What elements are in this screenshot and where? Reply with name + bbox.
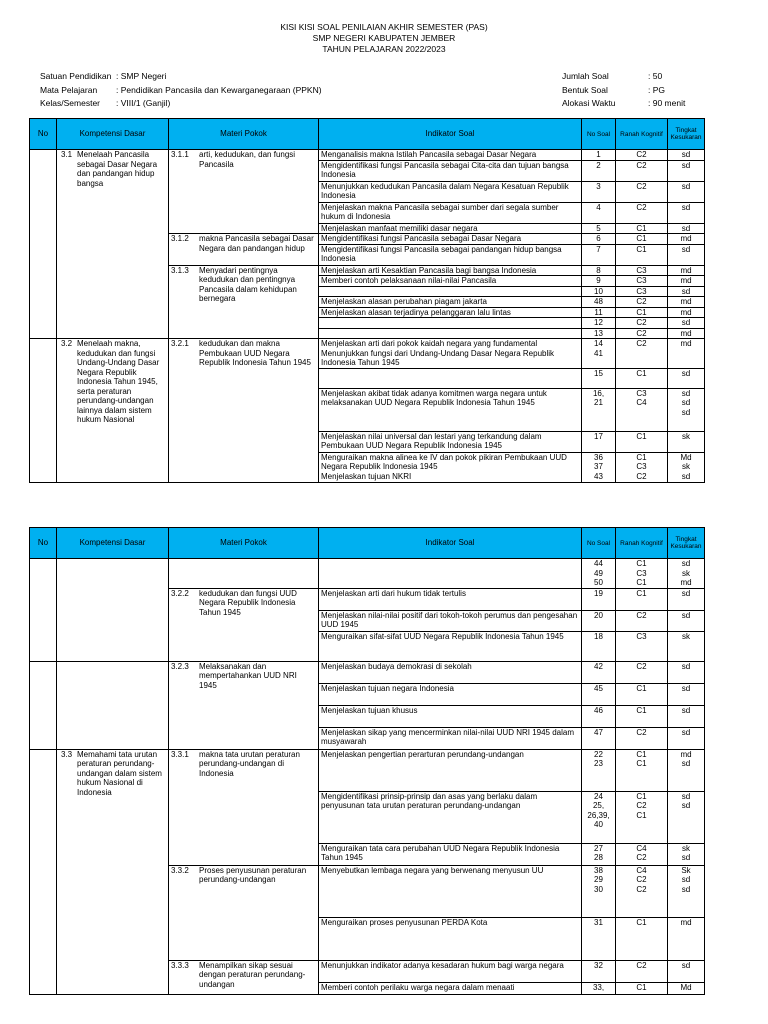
no-soal-cell: 45 [582,683,616,705]
tingkat-cell: md [668,276,705,287]
table-header-row [30,119,705,150]
no-soal-cell: 38 29 30 [582,865,616,917]
kompetensi-cell [57,749,169,994]
materi-cell-wrap [171,961,316,990]
indikator-cell: Menjelaskan nilai universal dan lestari yang terkandung dalam Pembukaan UUD Negara Republik Indonesia 1945 [319,431,582,452]
indikator-cell: Menunjukkan indikator adanya kesadaran hukum bagi warga negara [319,960,582,982]
indikator-cell [319,559,582,589]
no-soal-cell: 15 [582,368,616,388]
kompetensi-cell-number: 3.1 [61,150,73,159]
header-kompetensi: Kompetensi Dasar [57,528,169,559]
ranah-cell: C2 [616,318,668,329]
no-soal-cell: 22 23 [582,749,616,791]
tingkat-cell: md [668,917,705,960]
table-row [30,150,705,161]
indikator-cell: Menjelaskan nilai-nilai positif dari tokoh-tokoh perumus dan pengesahan UUD 1945 [319,610,582,631]
indikator-cell: Menjelaskan makna Pancasila sebagai sumber dari segala sumber hukum di Indonesia [319,202,582,223]
no-soal-cell: 42 [582,661,616,683]
ranah-cell: C1 C3 C1 [616,559,668,589]
title-line-3: TAHUN PELAJARAN 2022/2023 [322,44,446,54]
tingkat-cell: sd [668,318,705,329]
kompetensi-cell-wrap [59,150,166,188]
header-no-soal: No Soal [582,119,616,150]
materi-cell [169,749,319,865]
ranah-cell: C3 [616,631,668,661]
no-soal-cell: 44 49 50 [582,559,616,589]
materi-cell-number: 3.3.1 [171,749,189,759]
no-soal-cell: 17 [582,431,616,452]
materi-cell-number: 3.3.3 [171,960,189,970]
materi-cell-number: 3.1.2 [171,234,189,243]
no-soal-cell: 31 [582,917,616,960]
tingkat-cell: sd sd sd [668,388,705,431]
table-2-body [30,559,705,995]
indikator-cell: Menjelaskan arti dari pokok kaidah negara yang fundamental Menunjukkan fungsi dari Undang-Undang Dasar Negara Republik Indonesia Tahun 1945 [319,339,582,369]
ranah-cell: C2 [616,610,668,631]
header-no-soal: No Soal [582,528,616,559]
no-cell [30,150,57,339]
tingkat-cell: md sd [668,749,705,791]
tingkat-cell: sd [668,202,705,223]
materi-cell [169,265,319,339]
tingkat-cell: sd [668,286,705,297]
tingkat-cell: sk [668,631,705,661]
header-no: No [30,528,57,559]
no-soal-cell: 46 [582,705,616,727]
materi-cell-wrap [171,662,316,691]
info-row [40,84,322,98]
materi-cell [169,661,319,749]
kompetensi-cell-number: 3.2 [61,339,73,348]
info-row [562,70,685,84]
ranah-cell: C3 C4 [616,388,668,431]
kisi-table-2 [29,527,705,995]
info-value: : 50 [648,71,663,81]
materi-cell-text: makna Pancasila sebagai Dasar Negara dan pandangan hidup [199,234,314,253]
no-soal-cell: 36 37 43 [582,452,616,482]
kompetensi-cell-text: Menelaah makna, kedudukan dan fungsi Undang-Undang Dasar Negara Republik Indonesia Tahun 1945, serta peraturan perundang-undangan lainnya dalam sistem hukum Nasional [77,339,160,424]
no-soal-cell: 48 [582,297,616,308]
indikator-cell [319,286,582,297]
tingkat-cell: sk [668,431,705,452]
info-key: Jumlah Soal [562,71,609,81]
indikator-cell: Menguraikan proses penyusunan PERDA Kota [319,917,582,960]
kompetensi-cell [57,339,169,483]
no-soal-cell: 32 [582,960,616,982]
ranah-cell: C3 [616,276,668,287]
ranah-cell: C2 [616,150,668,161]
no-soal-cell: 11 [582,307,616,318]
ranah-cell: C1 [616,223,668,234]
materi-cell-wrap [171,150,316,169]
indikator-cell: Menjelaskan arti dari hukum tidak tertulis [319,588,582,610]
table-row [30,661,705,683]
indikator-cell: Menjelaskan pengertian perarturan perundang-undangan [319,749,582,791]
indikator-cell: Menguraikan tata cara perubahan UUD Negara Republik Indonesia Tahun 1945 [319,843,582,865]
no-soal-cell: 5 [582,223,616,234]
info-key: Kelas/Semester [40,98,100,108]
materi-cell-number: 3.2.1 [171,339,189,348]
no-soal-cell: 47 [582,727,616,749]
no-cell [30,559,57,662]
header-indikator: Indikator Soal [319,119,582,150]
indikator-cell: Menjelaskan sikap yang mencerminkan nilai-nilai UUD NRI 1945 dalam musyawarah [319,727,582,749]
header-no: No [30,119,57,150]
info-value: : SMP Negeri [116,71,167,81]
tingkat-cell: md [668,234,705,245]
info-value: : 90 menit [648,98,686,108]
info-value: : VIII/1 (Ganjil) [116,98,171,108]
info-value: : PG [648,84,666,95]
ranah-cell: C2 [616,181,668,202]
indikator-cell: Mengidentifikasi fungsi Pancasila sebagai Cita-cita dan tujuan bangsa Indonesia [319,160,582,181]
no-cell [30,661,57,749]
materi-cell-text: makna tata urutan peraturan perundang-undangan di Indonesia [199,749,300,778]
materi-cell-number: 3.1.1 [171,150,189,159]
materi-cell-wrap [171,234,316,253]
tingkat-cell: sd [668,683,705,705]
materi-cell [169,960,319,994]
kompetensi-cell-wrap [59,750,166,798]
title-line-2: SMP NEGERI KABUPATEN JEMBER [312,33,456,43]
tingkat-cell: md [668,328,705,339]
tingkat-cell: sd [668,181,705,202]
ranah-cell: C2 [616,297,668,308]
ranah-cell: C1 [616,307,668,318]
materi-cell [169,339,319,483]
ranah-cell: C1 [616,705,668,727]
ranah-cell: C1 [616,588,668,610]
tingkat-cell: Sk sd sd [668,865,705,917]
no-cell [30,339,57,483]
table-row [30,559,705,589]
kompetensi-cell-text: Menelaah Pancasila sebagai Dasar Negara dan pandangan hidup bangsa [77,150,158,188]
indikator-cell: Menjelaskan akibat tidak adanya komitmen warga negara untuk melaksanakan UUD Negara Republik Indonesia Tahun 1945 [319,388,582,431]
ranah-cell: C1 C3 C2 [616,452,668,482]
indikator-cell: Mengidentifikasi prinsip-prinsip dan asas yang berlaku dalam penyusunan tata urutan peraturan perundang-undangan [319,791,582,843]
no-soal-cell: 27 28 [582,843,616,865]
ranah-cell: C1 C2 C1 [616,791,668,843]
ranah-cell: C3 [616,286,668,297]
no-soal-cell: 18 [582,631,616,661]
tingkat-cell: sd [668,610,705,631]
header-materi: Materi Pokok [169,528,319,559]
ranah-cell: C1 [616,234,668,245]
kompetensi-cell [57,661,169,749]
info-row [40,70,322,84]
tingkat-cell: sd [668,244,705,265]
materi-cell-wrap [171,266,316,304]
indikator-cell: Menjelaskan manfaat memiliki dasar negara [319,223,582,234]
tingkat-cell: md [668,339,705,369]
no-soal-cell: 13 [582,328,616,339]
tingkat-cell: sd [668,705,705,727]
info-key: Bentuk Soal [562,84,608,95]
materi-cell-text: Menyadari pentingnya kedudukan dan pentingnya Pancasila dalam kehidupan bernegara [199,265,297,303]
no-soal-cell: 12 [582,318,616,329]
indikator-cell: Menjelaskan arti Kesaktian Pancasila bagi bangsa Indonesia [319,265,582,276]
no-soal-cell: 3 [582,181,616,202]
indikator-cell: Memberi contoh pelaksanaan nilai-nilai Pancasila [319,276,582,287]
tingkat-cell: sd [668,368,705,388]
ranah-cell: C1 [616,431,668,452]
no-soal-cell: 8 [582,265,616,276]
materi-cell-text: arti, kedudukan, dan fungsi Pancasila [199,150,296,169]
indikator-cell: Menguraikan sifat-sifat UUD Negara Republik Indonesia Tahun 1945 [319,631,582,661]
ranah-cell: C4 C2 C2 [616,865,668,917]
tingkat-cell: md [668,297,705,308]
tingkat-cell: sd [668,960,705,982]
materi-cell-number: 3.2.3 [171,661,189,671]
indikator-cell: Mengidentifikasi fungsi Pancasila sebagai pandangan hidup bangsa Indonesia [319,244,582,265]
tingkat-cell: sd [668,661,705,683]
no-soal-cell: 19 [582,588,616,610]
ranah-cell: C2 [616,661,668,683]
no-soal-cell: 6 [582,234,616,245]
materi-cell-text: kedudukan dan makna Pembukaan UUD Negara Republik Indonesia Tahun 1945 [199,339,311,367]
info-key: Alokasi Waktu [562,98,616,108]
ranah-cell: C2 [616,328,668,339]
ranah-cell: C2 [616,160,668,181]
kompetensi-cell [57,150,169,339]
indikator-cell: Menjelaskan tujuan negara Indonesia [319,683,582,705]
no-soal-cell: 20 [582,610,616,631]
info-row [40,97,322,111]
header-tingkat: Tingkat Kesukaran [668,528,705,559]
indikator-cell: Menguraikan makna alinea ke IV dan pokok pikiran Pembukaan UUD Negara Republik Indonesia 1945 Menjelaskan tujuan NKRI [319,452,582,482]
tingkat-cell: Md sk sd [668,452,705,482]
tingkat-cell: sd sk md [668,559,705,589]
no-soal-cell: 7 [582,244,616,265]
no-soal-cell: 1 [582,150,616,161]
kompetensi-cell-number: 3.3 [61,749,73,759]
materi-cell [169,559,319,589]
tingkat-cell: sd [668,223,705,234]
materi-cell-wrap [171,589,316,618]
indikator-cell: Menjelaskan alasan terjadinya pelanggaran lalu lintas [319,307,582,318]
table-row [30,749,705,791]
materi-cell [169,150,319,234]
header-indikator: Indikator Soal [319,528,582,559]
title-line-1: KISI KISI SOAL PENILAIAN AKHIR SEMESTER (PAS) [280,22,488,32]
info-row [562,97,685,111]
materi-cell [169,588,319,661]
materi-cell-wrap [171,339,316,368]
ranah-cell: C2 [616,960,668,982]
table-header-row [30,528,705,559]
indikator-cell: Menjelaskan alasan perubahan piagam jakarta [319,297,582,308]
tingkat-cell: sd [668,588,705,610]
indikator-cell [319,368,582,388]
no-soal-cell: 4 [582,202,616,223]
materi-cell-number: 3.2.2 [171,588,189,598]
no-cell [30,749,57,994]
info-key: Mata Pelajaran [40,84,98,95]
indikator-cell: Menunjukkan kedudukan Pancasila dalam Negara Kesatuan Republik Indonesia [319,181,582,202]
no-soal-cell: 2 [582,160,616,181]
kisi-table-1 [29,118,705,483]
ranah-cell: C2 [616,202,668,223]
header-tingkat: Tingkat Kesukaran [668,119,705,150]
no-soal-cell: 14 41 [582,339,616,369]
info-right [562,70,685,111]
indikator-cell [319,328,582,339]
materi-cell [169,234,319,266]
no-soal-cell: 10 [582,286,616,297]
indikator-cell: Menganalisis makna Istilah Pancasila sebagai Dasar Negara [319,150,582,161]
ranah-cell: C1 [616,917,668,960]
ranah-cell: C1 C1 [616,749,668,791]
tingkat-cell: sd [668,160,705,181]
materi-cell-wrap [171,750,316,779]
materi-cell-number: 3.3.2 [171,865,189,875]
materi-cell-text: Menampilkan sikap sesuai dengan peraturan perundang-undangan [199,960,306,989]
info-row [562,84,685,98]
indikator-cell: Menyebutkan lembaga negara yang berwenang menyusun UU [319,865,582,917]
ranah-cell: C1 [616,368,668,388]
tingkat-cell: Md [668,982,705,994]
document-title [0,22,768,55]
info-left [40,70,322,111]
header-ranah: Ranah Kognitif [616,119,668,150]
tingkat-cell: sk sd [668,843,705,865]
tingkat-cell: sd [668,150,705,161]
ranah-cell: C2 [616,727,668,749]
indikator-cell [319,318,582,329]
materi-cell-text: Melaksanakan dan mempertahankan UUD NRI 1945 [199,661,297,690]
header-kompetensi: Kompetensi Dasar [57,119,169,150]
table-row [30,339,705,369]
ranah-cell: C3 [616,265,668,276]
kompetensi-cell-text: Memahami tata urutan peraturan perundang-undangan dalam sistem hukum Nasional di Indonesia [77,749,162,797]
ranah-cell: C1 [616,982,668,994]
no-soal-cell: 33, [582,982,616,994]
indikator-cell: Mengidentifikasi fungsi Pancasila sebagai Dasar Negara [319,234,582,245]
no-soal-cell: 24 25, 26,39, 40 [582,791,616,843]
materi-cell [169,865,319,960]
indikator-cell: Menjelaskan tujuan khusus [319,705,582,727]
indikator-cell: Memberi contoh perilaku warga negara dalam menaati [319,982,582,994]
info-value: : Pendidikan Pancasila dan Kewarganegaraan (PPKN) [116,84,322,95]
header-ranah: Ranah Kognitif [616,528,668,559]
materi-cell-text: Proses penyusunan peraturan perundang-undangan [199,865,307,884]
no-soal-cell: 16, 21 [582,388,616,431]
ranah-cell: C2 [616,339,668,369]
ranah-cell: C1 [616,244,668,265]
tingkat-cell: sd sd [668,791,705,843]
ranah-cell: C4 C2 [616,843,668,865]
materi-cell-text: kedudukan dan fungsi UUD Negara Republik Indonesia Tahun 1945 [199,588,297,617]
tingkat-cell: sd [668,727,705,749]
ranah-cell: C1 [616,683,668,705]
kompetensi-cell [57,559,169,662]
kompetensi-cell-wrap [59,339,166,425]
header-materi: Materi Pokok [169,119,319,150]
indikator-cell: Menjelaskan budaya demokrasi di sekolah [319,661,582,683]
materi-cell-wrap [171,866,316,885]
info-key: Satuan Pendidikan [40,71,112,81]
table-1-body [30,150,705,483]
materi-cell-number: 3.1.3 [171,265,189,275]
tingkat-cell: md [668,307,705,318]
tingkat-cell: md [668,265,705,276]
no-soal-cell: 9 [582,276,616,287]
